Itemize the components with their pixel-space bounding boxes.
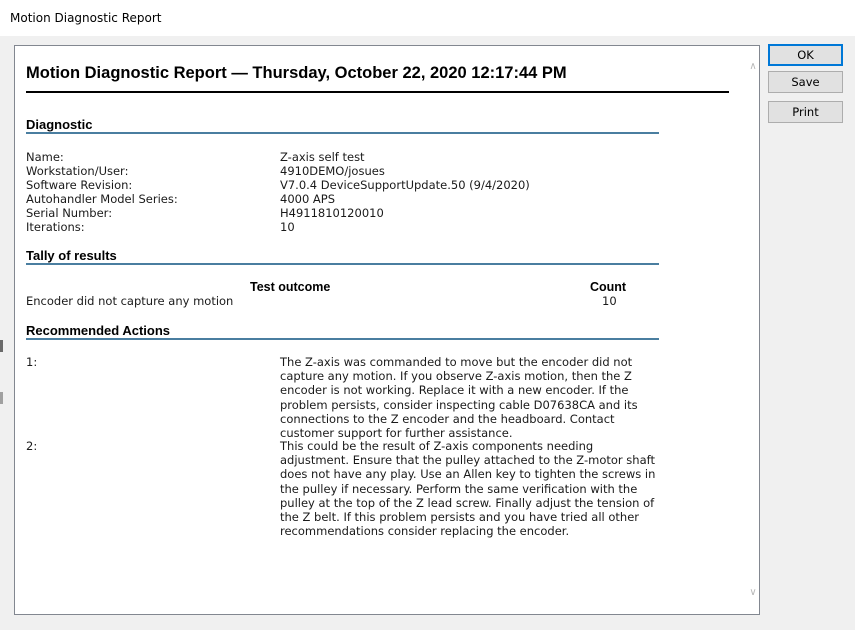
diagnostic-value: H4911810120010 xyxy=(280,206,384,220)
diagnostic-value: V7.0.4 DeviceSupportUpdate.50 (9/4/2020) xyxy=(280,178,530,192)
section-divider xyxy=(26,263,659,265)
diagnostic-label: Software Revision: xyxy=(26,178,133,192)
section-divider xyxy=(26,132,659,134)
save-button[interactable]: Save xyxy=(768,71,843,93)
action-number: 2: xyxy=(26,439,38,453)
diagnostic-value: 10 xyxy=(280,220,295,234)
diagnostic-label: Name: xyxy=(26,150,64,164)
window-title: Motion Diagnostic Report xyxy=(10,11,162,25)
report-view[interactable] xyxy=(14,45,760,615)
diagnostic-label: Iterations: xyxy=(26,220,85,234)
section-heading-tally: Tally of results xyxy=(26,248,117,263)
section-heading-actions: Recommended Actions xyxy=(26,323,170,338)
scroll-down-icon[interactable]: ∨ xyxy=(749,587,757,598)
background-edge xyxy=(0,392,3,404)
column-header-outcome: Test outcome xyxy=(250,280,331,294)
diagnostic-value: Z-axis self test xyxy=(280,150,365,164)
vertical-scrollbar[interactable] xyxy=(746,46,760,614)
title-bar xyxy=(0,0,855,36)
section-divider xyxy=(26,338,659,340)
scroll-up-icon[interactable]: ∧ xyxy=(749,61,757,72)
diagnostic-label: Serial Number: xyxy=(26,206,113,220)
print-button[interactable]: Print xyxy=(768,101,843,123)
action-number: 1: xyxy=(26,355,38,369)
tally-count: 10 xyxy=(602,294,617,308)
diagnostic-table xyxy=(26,150,666,234)
action-text: This could be the result of Z-axis components needing adjustment. Ensure that the pulley attached to the Z-motor shaft does not have any play. Use an Allen key to tighten the screws in the pulley if necessary. Perform the same verification with the pulley at the top of the Z lead screw. Finally adjust the tension of the Z belt. If this problem persists and you have tried all other recommendations consider replacing the encoder. xyxy=(280,439,656,539)
diagnostic-row xyxy=(26,178,666,192)
diagnostic-value: 4000 APS xyxy=(280,192,336,206)
background-edge xyxy=(0,340,3,352)
ok-button[interactable]: OK xyxy=(768,44,843,66)
report-title: Motion Diagnostic Report — Thursday, October 22, 2020 12:17:44 PM xyxy=(26,64,567,82)
diagnostic-row xyxy=(26,150,666,164)
section-heading-diagnostic: Diagnostic xyxy=(26,117,93,132)
diagnostic-row xyxy=(26,220,666,234)
title-divider xyxy=(26,91,729,93)
diagnostic-value: 4910DEMO/josues xyxy=(280,164,385,178)
column-header-count: Count xyxy=(590,280,627,294)
action-text: The Z-axis was commanded to move but the encoder did not capture any motion. If you observe Z-axis motion, then the Z encoder is not working. Replace it with a new encoder. If the problem persists, consider inspecting cable D07638CA and its connections to the Z encoder and the headboard. Contact customer support for further assistance. xyxy=(280,355,638,441)
diagnostic-label: Autohandler Model Series: xyxy=(26,192,178,206)
diagnostic-row xyxy=(26,164,666,178)
diagnostic-label: Workstation/User: xyxy=(26,164,129,178)
tally-outcome: Encoder did not capture any motion xyxy=(26,294,234,308)
diagnostic-row xyxy=(26,206,666,220)
diagnostic-row xyxy=(26,192,666,206)
